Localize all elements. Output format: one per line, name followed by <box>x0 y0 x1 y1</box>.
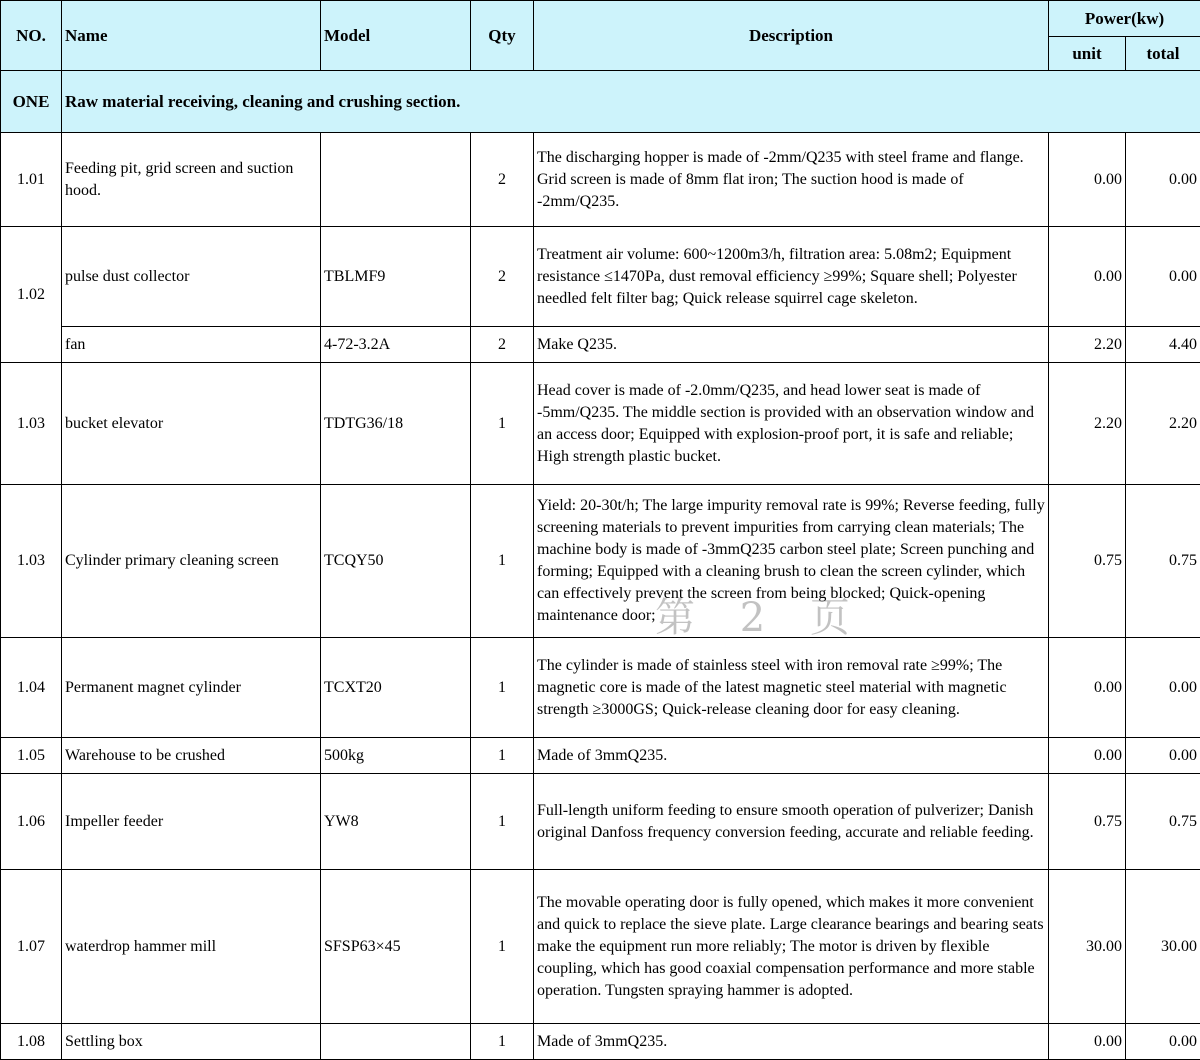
row-description: The discharging hopper is made of -2mm/Q235 with steel frame and flange. Grid screen is made of 8mm flat iron; The suction hood is made of -2mm/Q235. <box>534 133 1049 227</box>
row-no: 1.05 <box>1 738 62 774</box>
row-qty: 1 <box>471 363 534 485</box>
row-model <box>321 133 471 227</box>
header-description: Description <box>534 1 1049 71</box>
header-power: Power(kw) <box>1049 1 1200 37</box>
row-name: Warehouse to be crushed <box>62 738 321 774</box>
table-row <box>1 1024 1200 1060</box>
row-qty: 1 <box>471 638 534 738</box>
table-row <box>1 870 1200 1024</box>
row-description: Treatment air volume: 600~1200m3/h, filtration area: 5.08m2; Equipment resistance ≤1470Pa, dust removal efficiency ≥99%; Square shell; Polyester needled felt filter bag; Quick release squirrel cage skeleton. <box>534 227 1049 327</box>
row-description: The cylinder is made of stainless steel with iron removal rate ≥99%; The magnetic core is made of the latest magnetic steel material with magnetic strength ≥3000GS; Quick-release cleaning door for easy cleaning. <box>534 638 1049 738</box>
row-description: Made of 3mmQ235. <box>534 738 1049 774</box>
table-row <box>1 774 1200 870</box>
row-power-total: 30.00 <box>1126 870 1200 1024</box>
row-no: 1.07 <box>1 870 62 1024</box>
section-row <box>1 71 1200 133</box>
row-model <box>321 1024 471 1060</box>
row-power-unit: 0.00 <box>1049 1024 1126 1060</box>
row-power-total: 0.00 <box>1126 1024 1200 1060</box>
row-qty: 2 <box>471 327 534 363</box>
row-description: Yield: 20-30t/h; The large impurity removal rate is 99%; Reverse feeding, fully screening materials to prevent impurities from carrying clean materials; The machine body is made of -3mmQ235 carbon steel plate; Screen punching and forming; Equipped with a cleaning brush to clean the screen cylinder, which can effectively prevent the screen from being blocked; Quick-opening maintenance door; <box>534 485 1049 638</box>
table-row <box>1 738 1200 774</box>
row-power-total: 4.40 <box>1126 327 1200 363</box>
row-description: Made of 3mmQ235. <box>534 1024 1049 1060</box>
row-model: TDTG36/18 <box>321 363 471 485</box>
row-qty: 1 <box>471 774 534 870</box>
row-power-total: 0.00 <box>1126 133 1200 227</box>
row-name: pulse dust collector <box>62 227 321 327</box>
row-model: 4-72-3.2A <box>321 327 471 363</box>
page-watermark: 第 2 页 <box>655 586 866 643</box>
header-qty: Qty <box>471 1 534 71</box>
row-name: Feeding pit, grid screen and suction hood. <box>62 133 321 227</box>
row-no: 1.04 <box>1 638 62 738</box>
row-power-unit: 0.75 <box>1049 774 1126 870</box>
row-no: 1.03 <box>1 363 62 485</box>
row-power-unit: 0.00 <box>1049 638 1126 738</box>
row-name: bucket elevator <box>62 363 321 485</box>
row-power-unit: 2.20 <box>1049 363 1126 485</box>
section-title: Raw material receiving, cleaning and crushing section. <box>62 71 1200 133</box>
row-power-unit: 0.00 <box>1049 133 1126 227</box>
row-power-total: 2.20 <box>1126 363 1200 485</box>
header-no: NO. <box>1 1 62 71</box>
row-qty: 1 <box>471 485 534 638</box>
row-power-unit: 30.00 <box>1049 870 1126 1024</box>
row-qty: 2 <box>471 133 534 227</box>
row-model: SFSP63×45 <box>321 870 471 1024</box>
table-row <box>1 327 1200 363</box>
row-power-unit: 0.75 <box>1049 485 1126 638</box>
row-model: 500kg <box>321 738 471 774</box>
header-name: Name <box>62 1 321 71</box>
row-model: TCQY50 <box>321 485 471 638</box>
row-qty: 1 <box>471 738 534 774</box>
table-row <box>1 133 1200 227</box>
row-name: Settling box <box>62 1024 321 1060</box>
header-model: Model <box>321 1 471 71</box>
row-power-total: 0.00 <box>1126 638 1200 738</box>
row-qty: 1 <box>471 1024 534 1060</box>
row-no: 1.08 <box>1 1024 62 1060</box>
row-power-total: 0.75 <box>1126 774 1200 870</box>
row-name: Impeller feeder <box>62 774 321 870</box>
row-description: Head cover is made of -2.0mm/Q235, and head lower seat is made of -5mm/Q235. The middle section is provided with an observation window and an access door; Equipped with explosion-proof port, it is safe and reliable; High strength plastic bucket. <box>534 363 1049 485</box>
table-row <box>1 363 1200 485</box>
row-power-total: 0.75 <box>1126 485 1200 638</box>
table-row <box>1 227 1200 327</box>
section-no: ONE <box>1 71 62 133</box>
row-name: waterdrop hammer mill <box>62 870 321 1024</box>
row-model: TBLMF9 <box>321 227 471 327</box>
row-power-unit: 0.00 <box>1049 738 1126 774</box>
row-power-unit: 2.20 <box>1049 327 1126 363</box>
row-qty: 1 <box>471 870 534 1024</box>
row-name: Permanent magnet cylinder <box>62 638 321 738</box>
row-description: Make Q235. <box>534 327 1049 363</box>
row-qty: 2 <box>471 227 534 327</box>
row-description: The movable operating door is fully opened, which makes it more convenient and quick to replace the sieve plate. Large clearance bearings and bearing seats make the equipment run more reliably; The motor is driven by flexible coupling, which has good coaxial compensation performance and more stable operation. Tungsten spraying hammer is adopted. <box>534 870 1049 1024</box>
row-model: TCXT20 <box>321 638 471 738</box>
header-power-unit: unit <box>1049 37 1126 71</box>
row-name: fan <box>62 327 321 363</box>
row-power-total: 0.00 <box>1126 227 1200 327</box>
row-model: YW8 <box>321 774 471 870</box>
row-no: 1.03 <box>1 485 62 638</box>
table-row <box>1 638 1200 738</box>
row-no: 1.02 <box>1 227 62 363</box>
row-no: 1.06 <box>1 774 62 870</box>
header-power-total: total <box>1126 37 1200 71</box>
row-power-unit: 0.00 <box>1049 227 1126 327</box>
row-description: Full-length uniform feeding to ensure smooth operation of pulverizer; Danish original Danfoss frequency conversion feeding, accurate and reliable feeding. <box>534 774 1049 870</box>
row-name: Cylinder primary cleaning screen <box>62 485 321 638</box>
row-no: 1.01 <box>1 133 62 227</box>
table-row <box>1 485 1200 638</box>
row-power-total: 0.00 <box>1126 738 1200 774</box>
